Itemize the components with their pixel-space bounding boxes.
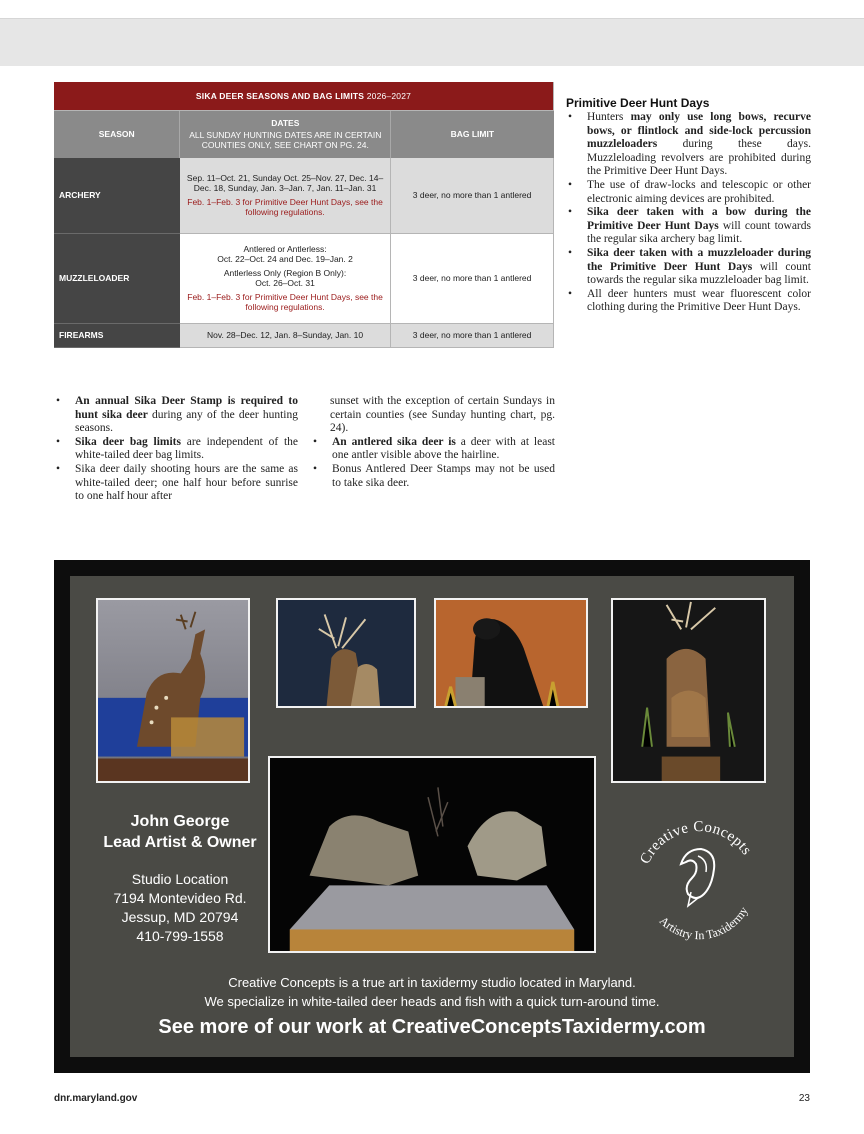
owner-name: John George bbox=[130, 813, 230, 830]
bag-archery: 3 deer, no more than 1 antlered bbox=[391, 158, 554, 233]
list-item: • An antlered sika deer is a deer with at least one antler visible above the hairline. bbox=[311, 436, 555, 463]
black-bear-photo bbox=[434, 598, 588, 708]
bag-muzzleloader: 3 deer, no more than 1 antlered bbox=[391, 233, 554, 323]
bullets-column-2 bbox=[311, 395, 555, 490]
list-item: • An annual Sika Deer Stamp is required to hunt sika deer during any of the deer hunting seasons. bbox=[54, 395, 298, 436]
ad-panel bbox=[70, 576, 794, 1057]
list-item: • Hunters may only use long bows, recurve bows, or flintlock and side-lock percussion muzzleloaders during these days. Muzzleloading revolvers are prohibited during the Primitive Deer Hunt Days. bbox=[566, 111, 811, 179]
header-dates: DATES ALL SUNDAY HUNTING DATES ARE IN CERTAIN COUNTIES ONLY, SEE CHART ON PG. 24. bbox=[180, 110, 391, 158]
taxidermy-advertisement bbox=[54, 560, 810, 1073]
deer-head-mount-photo bbox=[611, 598, 766, 783]
bullet-continuation: sunset with the exception of certain Sundays in certain counties (see Sunday hunting chart, pg. 24). bbox=[330, 395, 555, 435]
primitive-heading: Primitive Deer Hunt Days bbox=[566, 96, 710, 110]
list-item: • Bonus Antlered Deer Stamps may not be used to take sika deer. bbox=[311, 463, 555, 490]
sika-seasons-table bbox=[54, 82, 554, 348]
owner-title: Lead Artist & Owner bbox=[103, 834, 257, 851]
table-row bbox=[54, 233, 554, 323]
list-item: • Sika deer taken with a muzzleloader during the Primitive Deer Hunt Days will count towards the regular sika muzzleloader bag limit. bbox=[566, 247, 811, 288]
studio-address: Studio Location 7194 Montevideo Rd. Jessup, MD 20794 410-799-1558 bbox=[80, 870, 280, 946]
table-row bbox=[54, 158, 554, 233]
header-season: SEASON bbox=[54, 110, 180, 158]
list-item: • All deer hunters must wear fluorescent color clothing during the Primitive Deer Hunt Days. bbox=[566, 288, 811, 315]
season-firearms: FIREARMS bbox=[54, 323, 180, 347]
table-title: SIKA DEER SEASONS AND BAG LIMITS 2026–2027 bbox=[54, 82, 554, 110]
contact-info bbox=[80, 811, 280, 946]
bullets-column-1 bbox=[54, 395, 298, 504]
season-muzzleloader: MUZZLELOADER bbox=[54, 233, 180, 323]
list-item: • The use of draw-locks and telescopic or other electronic aiming devices are prohibited. bbox=[566, 179, 811, 206]
header-bag-limit: BAG LIMIT bbox=[391, 110, 554, 158]
svg-text:Artistry In Taxidermy: Artistry In Taxidermy bbox=[656, 904, 751, 943]
season-archery: ARCHERY bbox=[54, 158, 180, 233]
bag-firearms: 3 deer, no more than 1 antlered bbox=[391, 323, 554, 347]
list-item: • Sika deer daily shooting hours are the same as white-tailed deer; one half hour before sunrise to one half hour after bbox=[54, 463, 298, 504]
coyote-display-photo bbox=[268, 756, 596, 953]
primitive-note: Feb. 1–Feb. 3 for Primitive Deer Hunt Days, see the following regulations. bbox=[187, 292, 383, 312]
table-header-row bbox=[54, 110, 554, 158]
dates-firearms: Nov. 28–Dec. 12, Jan. 8–Sunday, Jan. 10 bbox=[180, 323, 391, 347]
ad-website-line: See more of our work at CreativeConceptsTaxidermy.com bbox=[158, 1016, 706, 1038]
header-band bbox=[0, 18, 864, 66]
page-number: 23 bbox=[798, 1093, 810, 1104]
dates-archery: Sep. 11–Oct. 21, Sunday Oct. 25–Nov. 27, Dec. 14–Dec. 18, Sunday, Jan. 3–Jan. 7, Jan. 11–Jan. 31 Feb. 1–Feb. 3 for Primitive Deer Hunt Days, see the following regulations. bbox=[180, 158, 391, 233]
phone-number: 410-799-1558 bbox=[136, 928, 224, 944]
primitive-note: Feb. 1–Feb. 3 for Primitive Deer Hunt Days, see the following regulations. bbox=[187, 197, 383, 218]
white-tail-pair-photo bbox=[276, 598, 416, 708]
svg-text:Creative Concepts: Creative Concepts bbox=[637, 819, 755, 867]
table-title-year: 2026–2027 bbox=[366, 90, 412, 101]
list-item: • Sika deer bag limits are independent of the white-tailed deer bag limits. bbox=[54, 436, 298, 463]
creative-concepts-logo bbox=[626, 794, 766, 954]
ad-description: Creative Concepts is a true art in taxidermy studio located in Maryland. We specialize in white-tailed deer heads and fish with a quick turn-around time. bbox=[204, 975, 660, 1009]
primitive-deer-hunt-section bbox=[566, 96, 811, 315]
table-row bbox=[54, 323, 554, 347]
header-dates-note: ALL SUNDAY HUNTING DATES ARE IN CERTAIN COUNTIES ONLY, SEE CHART ON PG. 24. bbox=[189, 130, 382, 151]
sika-deer-mount-photo bbox=[96, 598, 250, 783]
dates-muzzleloader: Antlered or Antlerless: Oct. 22–Oct. 24 and Dec. 19–Jan. 2 Antlerless Only (Region B Only): Oct. 26–Oct. 31 Feb. 1–Feb. 3 for Primitive Deer Hunt Days, see the following regulations. bbox=[180, 233, 391, 323]
footer-site: dnr.maryland.gov bbox=[54, 1093, 138, 1104]
list-item: • Sika deer taken with a bow during the Primitive Deer Hunt Days will count towards the regular sika archery bag limit. bbox=[566, 206, 811, 247]
